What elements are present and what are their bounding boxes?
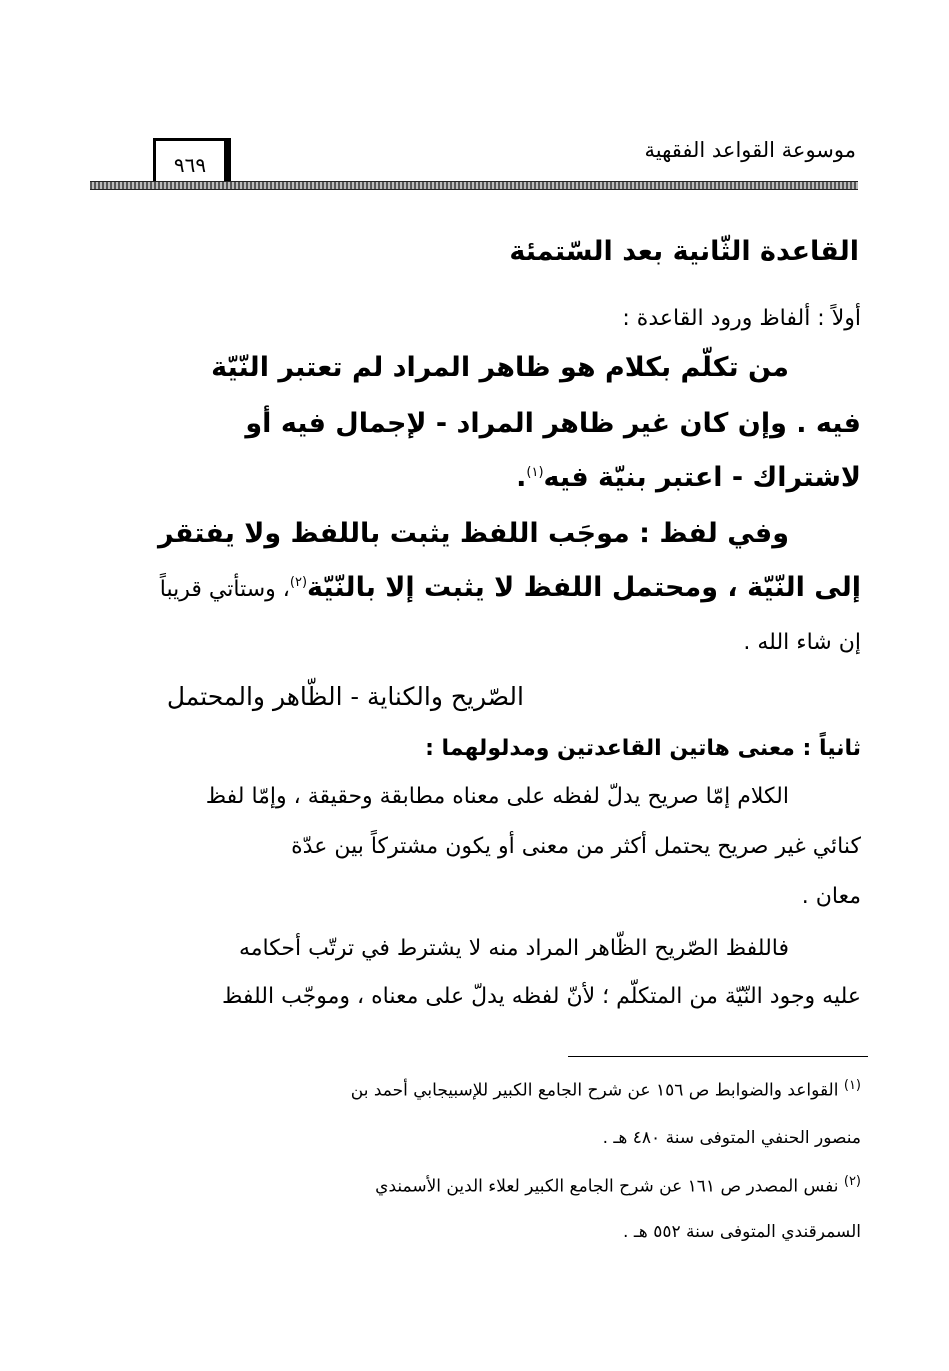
variant-text-line-2-tail: ، وستأتي قريباً xyxy=(159,577,290,602)
footnote-1-line-2: منصور الحنفي المتوفى سنة ٤٨٠ هـ . xyxy=(602,1128,861,1148)
footnote-2-mark: (٢) xyxy=(843,1174,861,1189)
explanation-line-3: معان . xyxy=(801,884,861,909)
page-number: ٩٦٩ xyxy=(173,152,207,177)
footnote-2-line-1 xyxy=(375,1174,861,1197)
header-divider xyxy=(90,181,858,190)
footnote-ref-2: (٢) xyxy=(289,575,308,590)
rule-text-line-2: فيه . وإن كان غير ظاهر المراد - لإجمال فيه أو xyxy=(245,408,861,439)
second-section-label: ثانياً : معنى هاتين القاعدتين ومدلولهما : xyxy=(425,736,861,761)
explanation-line-2: كنائي غير صريح يحتمل أكثر من معنى أو يكون مشتركاً بين عدّة xyxy=(291,834,861,859)
explanation-line-1: الكلام إمّا صريح يدلّ لفظه على معناه مطابقة وحقيقة ، وإمّا لفظ xyxy=(205,784,789,809)
rule-heading: القاعدة الثّانية بعد السّتمئة xyxy=(509,236,859,267)
footnote-ref-1: (١) xyxy=(526,465,544,480)
variant-text-line-3: إن شاء الله . xyxy=(743,630,861,655)
rule-text-line-3-end: . xyxy=(516,462,527,493)
rule-text-line-3 xyxy=(516,462,861,493)
footnote-2-line-2: السمرقندي المتوفى سنة ٥٥٢ هـ . xyxy=(623,1222,861,1242)
footnote-divider xyxy=(568,1056,868,1057)
footnote-1-mark: (١) xyxy=(843,1078,861,1093)
variant-text-line-2 xyxy=(160,572,861,603)
rule-text-line-1: من تكلّم بكلام هو ظاهر المراد لم تعتبر النّيّة xyxy=(211,352,789,383)
running-header-title: موسوعة القواعد الفقهية xyxy=(644,138,856,162)
rule-text-line-3-text: لاشتراك - اعتبر بنيّة فيه xyxy=(543,462,861,493)
variant-text-line-1: وفي لفظ : موجَب اللفظ يثبت باللفظ ولا يفتقر xyxy=(158,518,789,549)
explanation-line-5: عليه وجود النّيّة من المتكلّم ؛ لأنّ لفظه يدلّ على معناه ، وموجّب اللفظ xyxy=(221,984,861,1009)
explanation-line-4: فاللفظ الصّريح الظّاهر المراد منه لا يشترط في ترتّب أحكامه xyxy=(238,936,789,961)
variant-text-line-2-text: إلى النّيّة ، ومحتمل اللفظ لا يثبت إلا بالنّيّة xyxy=(307,572,861,603)
first-section-label: أولاً : ألفاظ ورود القاعدة : xyxy=(622,306,861,331)
section-title: الصّريح والكناية - الظّاهر والمحتمل xyxy=(166,682,524,711)
footnote-1-text: القواعد والضوابط ص ١٥٦ عن شرح الجامع الكبير للإسبيجابي أحمد بن xyxy=(350,1080,839,1101)
footnote-1-line-1 xyxy=(351,1078,861,1101)
footnote-2-text: نفس المصدر ص ١٦١ عن شرح الجامع الكبير لعلاء الدين الأسمندي xyxy=(375,1176,839,1197)
